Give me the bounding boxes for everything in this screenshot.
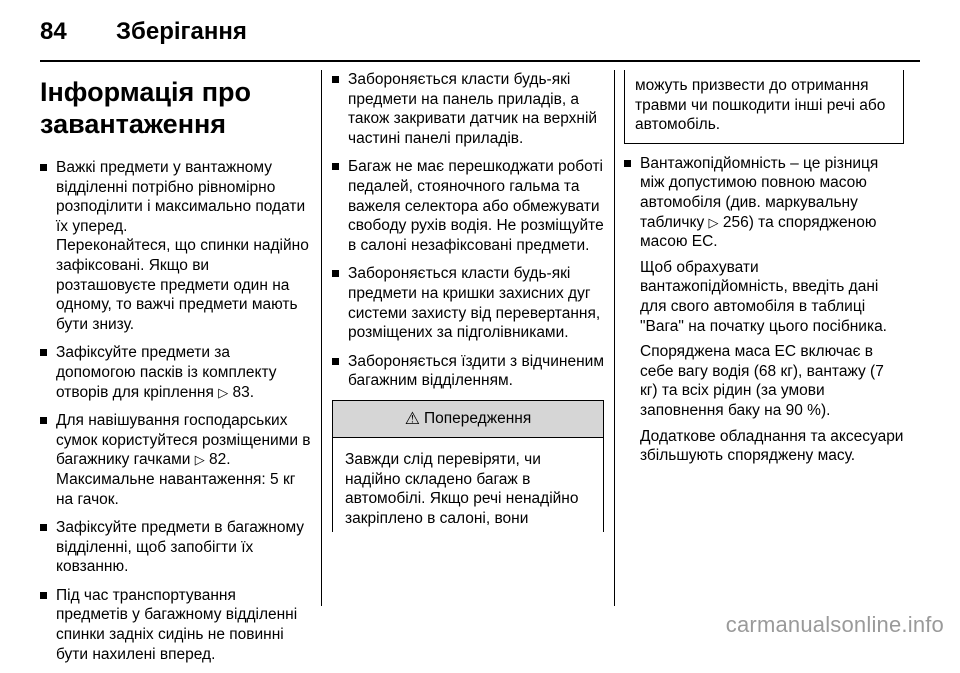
section-heading: Інформація про завантаження — [40, 77, 251, 139]
page-number: 84 — [40, 18, 67, 45]
page-ref[interactable]: 256) та спорядженою масою ЕС. — [640, 213, 877, 251]
list-item: Під час транспортування предметів у багажному відділенні спинки задніх сидінь не повинні бути нахилені вперед. — [40, 586, 312, 664]
warning-text: Завжди слід перевіряти, чи надійно складено багаж в автомобілі. Якщо речі ненадійно закріплено в салоні, вони — [345, 450, 579, 527]
column-1 — [40, 70, 312, 673]
warning-continuation: можуть призвести до отримання травми чи пошкодити інші речі або автомобіль. — [624, 70, 904, 144]
list-item: Вантажопідйомність – це різниця між допустимою повною масою автомобіля (див. маркувальну табличку ▷ 256) та спорядженою масою ЕС. Щоб обрахувати вантажопідйомність, введіть дані для свого автомобіля в таблиці "Вага" на початку цього посібника. Споряджена маса ЕС включає в себе вагу водія (68 кг), вантажу (7 кг) та всіх рідин (за умови заповнення баку на 90 %). Додаткове обладнання та аксесуари збільшують споряджену масу. — [624, 154, 904, 466]
bullet-list — [332, 70, 604, 391]
watermark: carmanualsonline.info — [725, 612, 944, 637]
page-ref[interactable]: 82. Максимальне навантаження: 5 кг на гачок. — [56, 451, 296, 508]
list-item: Для навішування господарських сумок користуйтеся розміщеними в багажнику гачками ▷ 82. Максимальне навантаження: 5 кг на гачок. — [40, 411, 312, 509]
warning-title: Попередження — [424, 409, 532, 427]
list-item: Забороняється їздити з відчиненим багажним відділенням. — [332, 352, 604, 391]
page-ref[interactable]: 83. — [232, 383, 255, 401]
warning-header — [333, 401, 603, 438]
header-title: Зберігання — [116, 18, 247, 45]
page-header — [40, 14, 920, 54]
list-item: Зафіксуйте предмети в багажному відділенні, щоб запобігти їх ковзанню. — [40, 518, 312, 577]
bullet-list — [624, 154, 904, 466]
warning-box — [332, 400, 604, 532]
column-divider — [614, 70, 615, 606]
list-item: Забороняється класти будь-які предмети на панель приладів, а також закривати датчик на верхній частині панелі приладів. — [332, 70, 604, 148]
list-item: Забороняється класти будь-які предмети на кришки захисних дуг системи захисту від перевертання, розміщених за підголівниками. — [332, 264, 604, 342]
triangle-right-icon: ▷ — [708, 214, 719, 230]
list-item: Зафіксуйте предмети за допомогою пасків із комплекту отворів для кріплення ▷ 83. — [40, 343, 312, 402]
list-item: Важкі предмети у вантажному відділенні потрібно рівномірно розподілити і максимально подати їх уперед. Переконайтеся, що спинки надійно зафіксовані. Якщо ви розташовуєте предмети один на одному, то важчі предмети мають бути знизу. — [40, 158, 312, 334]
triangle-right-icon: ▷ — [194, 452, 205, 468]
column-2 — [332, 70, 604, 532]
triangle-right-icon: ▷ — [218, 384, 229, 400]
warning-triangle-icon: ⚠ — [404, 408, 420, 428]
list-item: Багаж не має перешкоджати роботі педалей, стояночного гальма та важеля селектора або обмежувати свободу рухів водія. Не розміщуйте в салоні незафіксовані предмети. — [332, 157, 604, 255]
column-3 — [624, 70, 904, 475]
column-divider — [321, 70, 322, 606]
bullet-list — [40, 158, 312, 664]
header-rule — [40, 60, 920, 62]
